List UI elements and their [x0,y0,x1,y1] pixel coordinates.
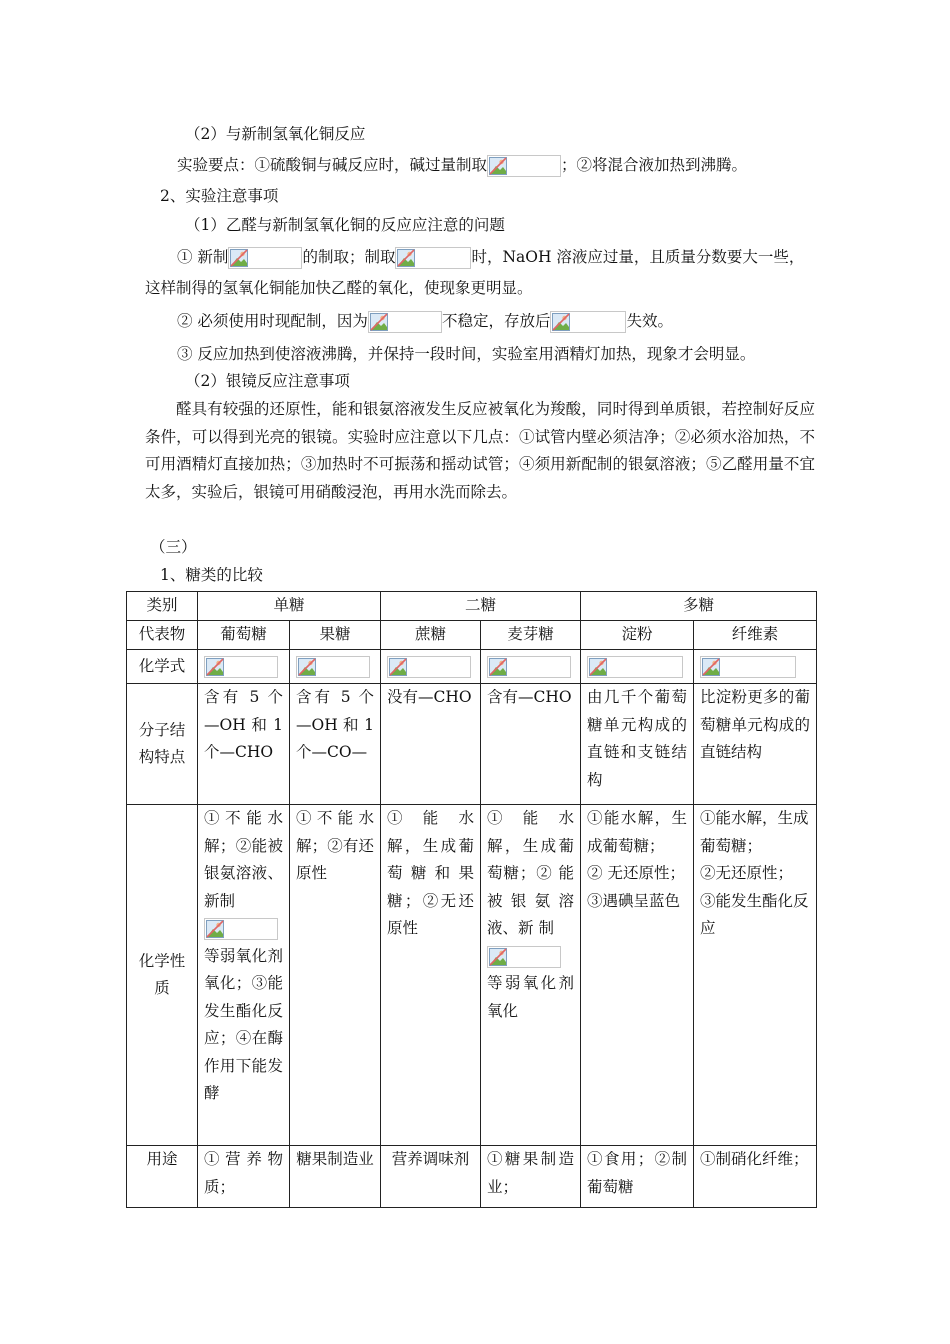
section-label-three: （三） [150,538,197,556]
image-placeholder-icon [489,157,507,175]
cell-chem-starch [581,805,694,1146]
table-row [127,805,817,1146]
sugar-comparison-table [126,591,817,1208]
table-title: 1、糖类的比较 [160,566,263,584]
text: 等弱氧化剂氧化；③能发生酯化反应；④在酶作用下能发酵 [204,946,283,1102]
text: 时，NaOH 溶液应过量，且质量分数要大一些， [471,248,805,266]
cell-formula [694,650,817,684]
cell-chem-sucrose: ① 能 水 解，生成葡萄糖和果糖；②无还原性 [381,805,481,1146]
text: 实验要点：①硫酸铜与碱反应时，碱过量制取 [177,156,488,174]
text: ；②将混合液加热到沸腾。 [561,156,748,174]
cell-chem-cellulose [694,805,817,1146]
text: 的制取；制取 [302,248,396,266]
cell-rep: 纤维素 [694,621,817,650]
cell-formula [381,650,481,684]
cell-rep: 淀粉 [581,621,694,650]
image-placeholder-icon [702,658,720,676]
header-disaccharide: 二糖 [381,592,581,621]
subheading-cuoh2-reaction: （2）与新制氢氧化铜反应 [185,125,366,143]
header-category: 类别 [127,592,198,621]
formula-image [368,311,442,333]
image-placeholder-icon [230,249,248,267]
cell-chem-maltose [481,805,581,1146]
image-placeholder-icon [589,658,607,676]
note-item-1 [177,246,804,269]
text: ② 必须使用时现配制，因为 [177,312,368,330]
cell-use: ①糖果制造业； [481,1146,581,1208]
image-placeholder-icon [489,658,507,676]
text: ① 能 水 解，生成葡萄糖；② 能被银氨溶液、新 制 [487,809,575,937]
text: 等弱氧化剂氧化 [487,974,575,1020]
cell-rep: 麦芽糖 [481,621,581,650]
cell-structure: 由几千个葡萄糖单元构成的直链和支链结构 [581,684,694,805]
cell-rep: 果糖 [290,621,381,650]
cell-use: ①营养物质； [198,1146,290,1208]
table-row [127,650,817,684]
text: 失效。 [626,312,673,330]
cell-structure: 没有—CHO [381,684,481,805]
header-monosaccharide: 单糖 [198,592,381,621]
header-formula: 化学式 [127,650,198,684]
formula-image [204,918,278,940]
cell-formula [481,650,581,684]
cell-formula [581,650,694,684]
image-placeholder-icon [370,313,388,331]
image-placeholder-icon [397,249,415,267]
section-title-notes: 2、实验注意事项 [160,187,279,205]
note-item-3: ③ 反应加热到使溶液沸腾，并保持一段时间，实验室用酒精灯加热，现象才会明显。 [177,345,756,363]
cell-chem-glucose [198,805,290,1146]
formula-image [395,247,471,269]
formula-image [487,656,571,678]
cell-use: ①制硝化纤维； [694,1146,817,1208]
subheading-acetaldehyde-notes: （1）乙醛与新制氢氧化铜的反应应注意的问题 [185,216,505,234]
text: ①不能水解；②能被银氨溶液、新制 [204,809,283,910]
image-placeholder-icon [206,658,224,676]
note-item-1-cont: 这样制得的氢氧化铜能加快乙醛的氧化，使现象更明显。 [145,279,533,297]
header-chemical-properties: 化学性质 [127,805,198,1146]
image-placeholder-icon [206,920,224,938]
text: 不稳定，存放后 [441,312,551,330]
subheading-silver-mirror: （2）银镜反应注意事项 [185,372,350,390]
note-item-2 [177,310,673,333]
table-row [127,684,817,805]
cell-rep: 葡萄糖 [198,621,290,650]
image-placeholder-icon [552,313,570,331]
text: ②无还原性； [700,864,794,882]
text: ② 无还原性； [587,864,685,882]
formula-image [296,656,370,678]
formula-image [487,946,561,968]
table-row [127,592,817,621]
header-polysaccharide: 多糖 [581,592,817,621]
formula-image [587,656,683,678]
formula-image [487,155,561,177]
formula-image [204,656,278,678]
header-structure: 分子结构特点 [127,684,198,805]
formula-image [700,656,796,678]
text: ① 新制 [177,248,229,266]
image-placeholder-icon [298,658,316,676]
formula-image [550,311,626,333]
cell-use: 糖果制造业 [290,1146,381,1208]
text: ③能发生酯化反应 [700,891,809,937]
experiment-points-line [177,154,747,177]
image-placeholder-icon [489,948,507,966]
header-representative: 代表物 [127,621,198,650]
formula-image [228,247,302,269]
cell-structure: 含有 5 个—OH 和 1 个—CO— [290,684,381,805]
cell-use: ①食用；②制葡萄糖 [581,1146,694,1208]
text: ①能水解，生成葡萄糖； [700,809,809,855]
text: ①能水解，生成葡萄糖； [587,809,688,855]
cell-structure: 含有—CHO [481,684,581,805]
silver-mirror-paragraph: 醛具有较强的还原性，能和银氨溶液发生反应被氧化为羧酸，同时得到单质银，若控制好反应条件，可以得到光亮的银镜。实验时应注意以下几点：①试管内壁必须洁净；②必须水浴加热，不可用酒精灯直接加热；③加热时不可振荡和摇动试管；④须用新配制的银氨溶液；⑤乙醛用量不宜太多，实验后，银镜可用硝酸浸泡，再用水洗而除去。 [145,400,815,501]
cell-use: 营养调味剂 [381,1146,481,1208]
image-placeholder-icon [389,658,407,676]
formula-image [387,656,471,678]
cell-chem-fructose: ①不能水解；②有还原性 [290,805,381,1146]
text: ③遇碘呈蓝色 [587,891,681,910]
cell-structure: 比淀粉更多的葡萄糖单元构成的直链结构 [694,684,817,805]
cell-formula [290,650,381,684]
table-row [127,621,817,650]
header-use: 用途 [127,1146,198,1208]
cell-structure: 含有 5 个—OH 和 1 个—CHO [198,684,290,805]
cell-rep: 蔗糖 [381,621,481,650]
table-row [127,1146,817,1208]
cell-formula [198,650,290,684]
